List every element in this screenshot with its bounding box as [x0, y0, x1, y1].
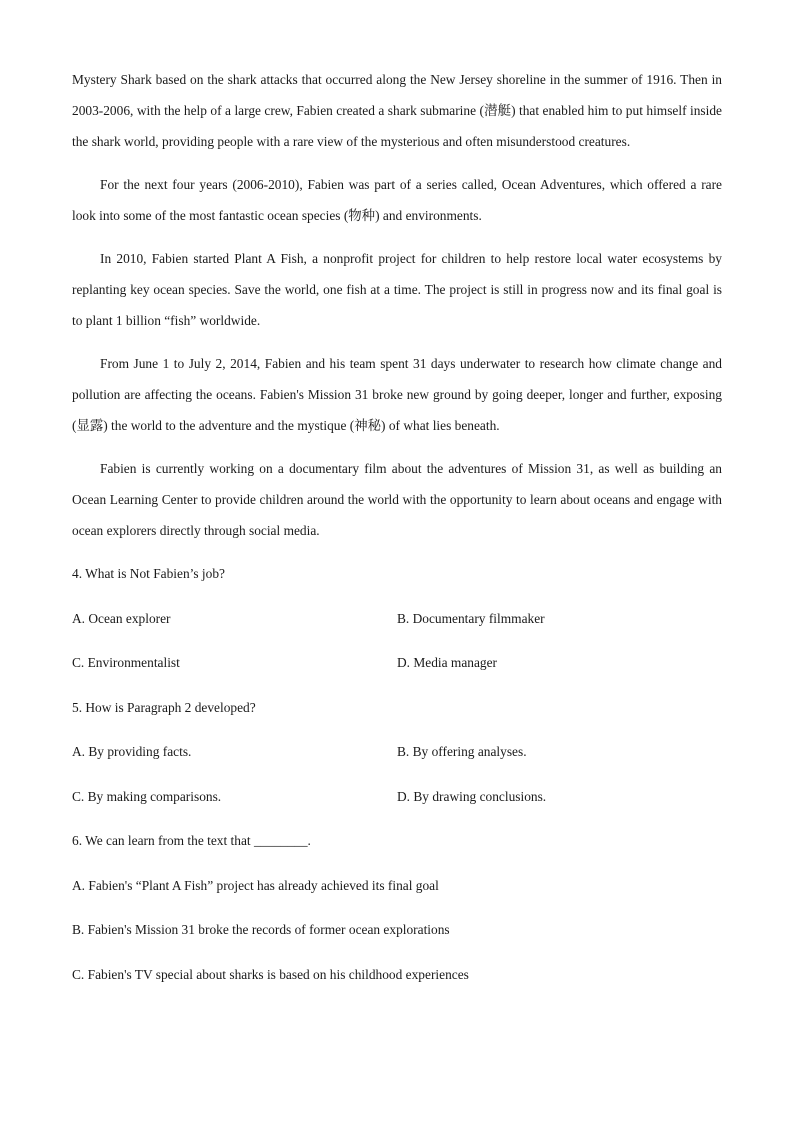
option-c[interactable]: C. Fabien's TV special about sharks is based on his childhood experiences [72, 966, 469, 982]
question-6 [72, 825, 722, 990]
option-b[interactable]: B. Fabien's Mission 31 broke the records of former ocean explorations [72, 922, 450, 937]
option-a[interactable]: A. Ocean explorer [72, 610, 171, 626]
option-a[interactable]: A. By providing facts. [72, 744, 192, 759]
option-c[interactable]: C. Environmentalist [72, 655, 180, 670]
option-b[interactable]: B. Documentary filmmaker [397, 610, 545, 626]
option-row [72, 736, 722, 768]
passage-paragraph-2: For the next four years (2006-2010), Fabien was part of a series called, Ocean Adventures, which offered a rare look into some of the most fantastic ocean species (物种) and environments. [72, 177, 722, 223]
question-4 [72, 558, 722, 679]
passage-paragraph-4: From June 1 to July 2, 2014, Fabien and his team spent 31 days underwater to research how climate change and pollution are affecting the oceans. Fabien's Mission 31 broke new ground by going deeper, longer and further, exposing (显露) the world to the adventure and the mystique (神秘) of what lies beneath. [72, 356, 722, 433]
question-stem: 4. What is Not Fabien’s job? [72, 566, 225, 581]
option-c[interactable]: C. By making comparisons. [72, 788, 222, 804]
option-b[interactable]: B. By offering analyses. [397, 744, 527, 759]
document-page [72, 64, 722, 1003]
question-stem: 6. We can learn from the text that ________. [72, 833, 311, 848]
passage-paragraph-1: Mystery Shark based on the shark attacks that occurred along the New Jersey shoreline in the summer of 1916. Then in 2003-2006, with the help of a large crew, Fabien created a shark submarine (潜艇) that enabled him to put himself inside the shark world, providing people with a rare view of the mysterious and often misunderstood creatures. [72, 72, 722, 149]
passage-paragraph-5: Fabien is currently working on a documentary film about the adventures of Mission 31, as well as building an Ocean Learning Center to provide children around the world with the opportunity to learn about oceans and engage with ocean explorers directly through social media. [72, 461, 722, 538]
passage-paragraph-3: In 2010, Fabien started Plant A Fish, a nonprofit project for children to help restore local water ecosystems by replanting key ocean species. Save the world, one fish at a time. The project is still in progress now and its final goal is to plant 1 billion “fish” worldwide. [72, 251, 722, 328]
option-row [72, 603, 722, 635]
option-a[interactable]: A. Fabien's “Plant A Fish” project has already achieved its final goal [72, 877, 439, 893]
question-stem: 5. How is Paragraph 2 developed? [72, 699, 256, 715]
option-row [72, 647, 722, 679]
option-d[interactable]: D. By drawing conclusions. [397, 788, 547, 804]
question-5 [72, 692, 722, 813]
option-row [72, 781, 722, 813]
option-d[interactable]: D. Media manager [397, 655, 498, 670]
